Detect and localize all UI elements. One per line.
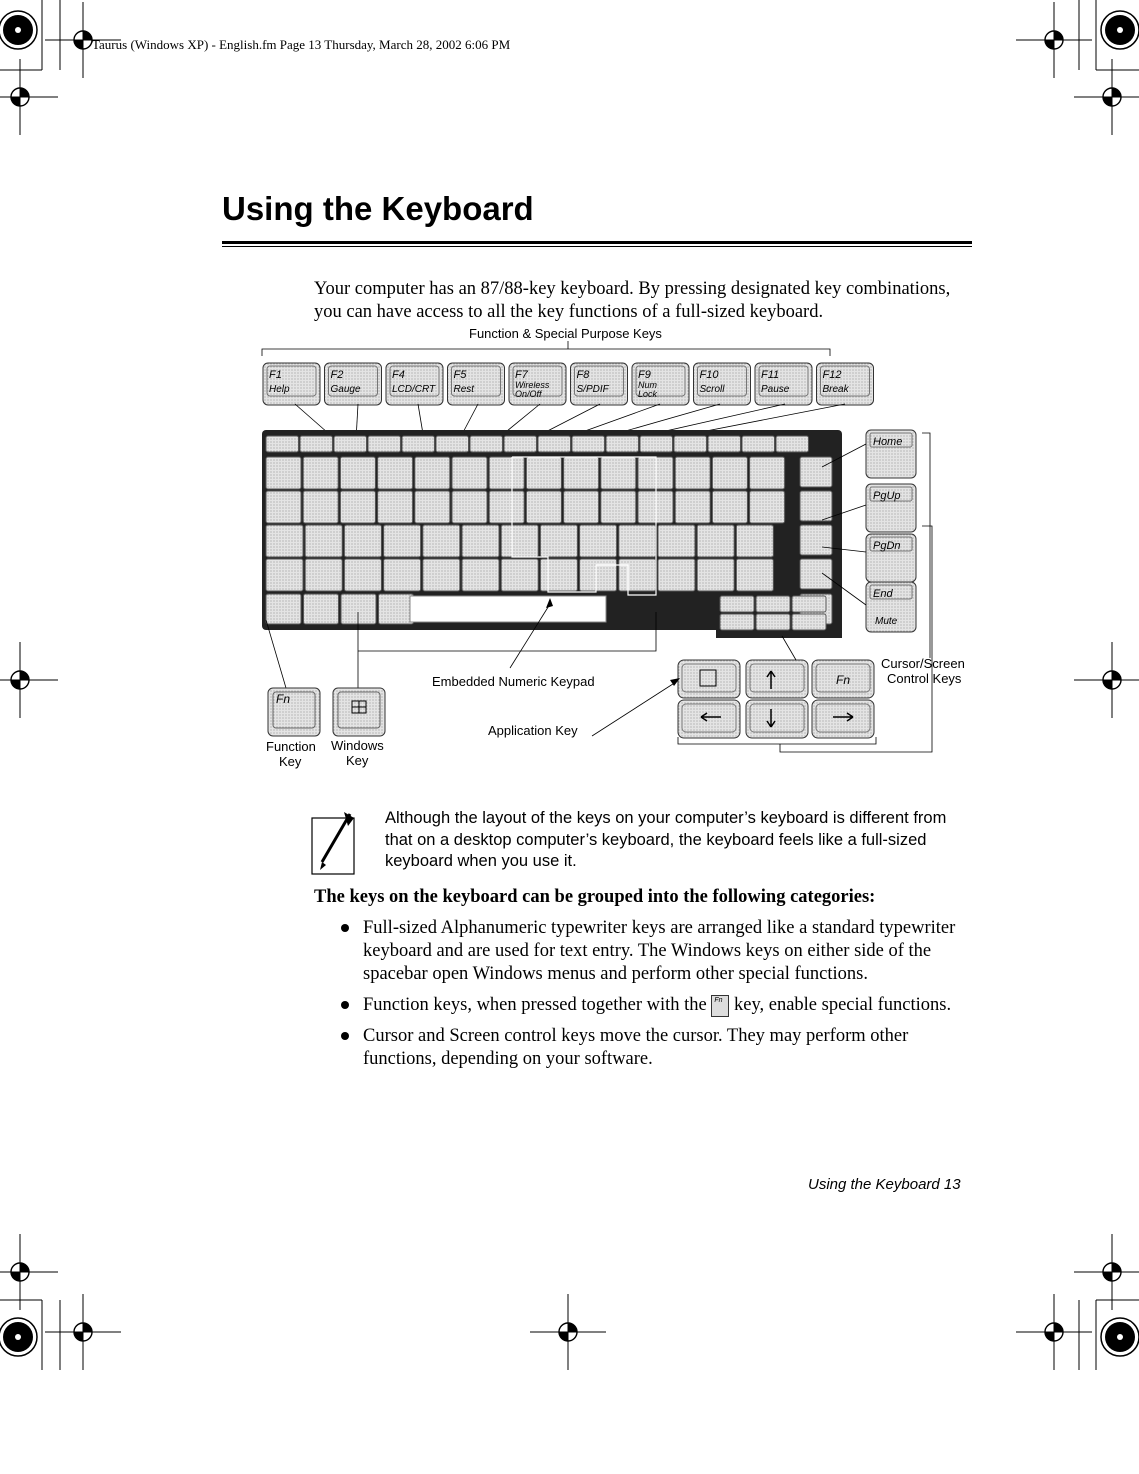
cursor-key (866, 534, 916, 582)
function-key (263, 363, 320, 405)
cursor-key-name: Mute (875, 616, 898, 627)
function-key-name: F10 (699, 369, 719, 381)
keyboard-key (720, 596, 754, 612)
function-key-name: F5 (453, 369, 467, 381)
keyboard-key (750, 457, 785, 489)
keyboard-key (708, 436, 741, 452)
keyboard-key (742, 436, 775, 452)
keyboard-key (266, 491, 301, 523)
keyboard-key (756, 596, 790, 612)
keyboard-key (415, 457, 450, 489)
function-key (386, 363, 443, 405)
function-key (632, 363, 689, 405)
keyboard-key (776, 436, 809, 452)
keyboard-key (379, 594, 414, 624)
function-key-sub: Num (638, 380, 658, 390)
windows-key-enlarged (333, 688, 385, 736)
keyboard-key (344, 559, 381, 591)
keyboard-key (675, 457, 710, 489)
keyboard-key (423, 559, 460, 591)
function-key-name: F9 (638, 369, 651, 381)
keyboard-key (341, 594, 376, 624)
keyboard-key (303, 457, 338, 489)
function-keys-row (263, 363, 874, 405)
keyboard-key (540, 559, 577, 591)
keyboard-key (800, 491, 832, 521)
keyboard-key (266, 436, 299, 452)
function-key-sub: Rest (453, 384, 475, 395)
cursor-label-line2: Control Keys (887, 671, 962, 686)
keyboard-key (266, 525, 303, 557)
keyboard-key (564, 457, 599, 489)
note-paragraph: Although the layout of the keys on your computer’s keyboard is different from that on a desktop computer’s keyboard, the keyboard feels like a full-sized keyboard when you use it. (385, 809, 947, 870)
function-key (755, 363, 812, 405)
function-key-sub: Scroll (699, 384, 725, 395)
function-key-name: F4 (392, 369, 405, 381)
keyboard-key (340, 491, 375, 523)
keyboard-key (750, 491, 785, 523)
windows-key-label-1: Windows (331, 738, 384, 753)
function-key (571, 363, 628, 405)
keyboard-key (580, 559, 617, 591)
keyboard-key (792, 614, 826, 630)
keyboard-key (266, 457, 301, 489)
cursor-key-name: PgUp (873, 490, 901, 502)
function-key (448, 363, 505, 405)
note-pen-icon (310, 810, 360, 878)
keyboard-key (402, 436, 435, 452)
keyboard-key (378, 457, 413, 489)
keyboard-key (697, 559, 734, 591)
keyboard-key (675, 491, 710, 523)
keyboard-key (712, 491, 747, 523)
keyboard-key (415, 491, 450, 523)
keyboard-key (538, 436, 571, 452)
keyboard-key (619, 559, 656, 591)
keyboard-key (266, 594, 301, 624)
function-key-name: F11 (761, 369, 780, 381)
keyboard-key (340, 457, 375, 489)
cursor-key (866, 484, 916, 532)
keyboard-key (501, 559, 538, 591)
bullet-text: Function keys, when pressed together with the (363, 995, 707, 1015)
function-key-sub: Break (822, 384, 849, 395)
keyboard-key (720, 614, 754, 630)
function-key-sub: S/PDIF (576, 384, 609, 395)
keyboard-key (658, 559, 695, 591)
keyboard-key (526, 457, 561, 489)
keyboard-key (462, 559, 499, 591)
keyboard-key (564, 491, 599, 523)
cursor-key-name: End (873, 588, 893, 600)
list-item (338, 994, 978, 1017)
keyboard-key (436, 436, 469, 452)
keyboard-key (470, 436, 503, 452)
intro-paragraph: Your computer has an 87/88-key keyboard. By pressing designated key combinations, you can have access to all the key functions of a full-sized keyboard. (314, 279, 951, 322)
application-key-label: Application Key (488, 723, 578, 738)
keyboard-key (601, 491, 636, 523)
function-key-label-1: Function (266, 739, 316, 754)
keyboard-key (736, 559, 773, 591)
cursor-key (866, 430, 916, 478)
function-key-sub: Pause (761, 384, 790, 395)
function-key-name: F7 (515, 369, 528, 381)
keyboard-key (756, 614, 790, 630)
svg-text:Fn: Fn (276, 692, 291, 706)
windows-key-label-2: Key (346, 753, 369, 768)
function-key (817, 363, 874, 405)
keyboard-key (674, 436, 707, 452)
function-key-sub: Help (269, 384, 290, 395)
bullet-icon (341, 1032, 349, 1040)
keyboard-key (303, 491, 338, 523)
keyboard-key (368, 436, 401, 452)
list-item (338, 1025, 978, 1071)
fn-key-enlarged (268, 688, 320, 736)
function-key-name: F1 (269, 369, 282, 381)
cursor-keys (866, 430, 916, 632)
keyboard-key (462, 525, 499, 557)
page-title: Using the Keyboard (222, 190, 534, 227)
categories-heading: The keys on the keyboard can be grouped into the following categories: (314, 887, 876, 907)
bullet-text: Cursor and Screen control keys move the cursor. They may perform other functions, depending on your software. (363, 1026, 909, 1069)
function-keys-label: Function & Special Purpose Keys (469, 326, 662, 341)
function-key (694, 363, 751, 405)
keyboard-key (378, 491, 413, 523)
cursor-key-name: Home (873, 436, 903, 448)
arrow-cluster (678, 660, 874, 738)
list-item (338, 917, 978, 986)
function-key-name: F8 (576, 369, 590, 381)
keyboard-key (697, 525, 734, 557)
bullet-icon (341, 924, 349, 932)
keyboard-key (504, 436, 537, 452)
function-key-sub: LCD/CRT (392, 384, 436, 395)
bullet-icon (341, 1001, 349, 1009)
keyboard-key (384, 525, 421, 557)
keyboard-key (736, 525, 773, 557)
keyboard-key (452, 491, 487, 523)
keyboard-key (792, 596, 826, 612)
keyboard-key (580, 525, 617, 557)
keyboard-key (489, 457, 524, 489)
keyboard-key (800, 525, 832, 555)
function-key-sub: Gauge (330, 384, 361, 395)
function-key (325, 363, 382, 405)
keyboard-key (423, 525, 460, 557)
keyboard-key (266, 559, 303, 591)
embedded-keypad-label: Embedded Numeric Keypad (432, 674, 595, 689)
function-key (509, 363, 566, 405)
keyboard-key (304, 594, 339, 624)
fn-key-icon: Fn (711, 995, 729, 1017)
keyboard-key (601, 457, 636, 489)
keyboard-key (619, 525, 656, 557)
function-key-sub: Lock (638, 389, 658, 399)
keyboard-key (344, 525, 381, 557)
page-footer: Using the Keyboard 13 (808, 1176, 961, 1193)
function-key-label-2: Key (279, 754, 302, 769)
keyboard-key (384, 559, 421, 591)
category-list (338, 917, 978, 1079)
function-key-name: F2 (330, 369, 344, 381)
function-key-name: F12 (822, 369, 842, 381)
keyboard-key (712, 457, 747, 489)
keyboard-key (640, 436, 673, 452)
keyboard-key (800, 457, 832, 487)
cursor-key-name: PgDn (873, 540, 901, 552)
print-header: Taurus (Windows XP) - English.fm Page 13 Thursday, March 28, 2002 6:06 PM (92, 37, 511, 52)
keyboard-key (501, 525, 538, 557)
bullet-text: key, enable special functions. (733, 995, 952, 1015)
keyboard-key (305, 525, 342, 557)
keyboard-key (658, 525, 695, 557)
keyboard-key (305, 559, 342, 591)
keyboard-key (606, 436, 639, 452)
keyboard-key (540, 525, 577, 557)
keyboard-key (300, 436, 333, 452)
function-key-sub: On/Off (515, 389, 542, 399)
cursor-label-line1: Cursor/Screen (881, 656, 965, 671)
keyboard-key (526, 491, 561, 523)
keyboard-key (800, 559, 832, 589)
keyboard-key (334, 436, 367, 452)
fn-label: Fn (836, 673, 851, 687)
keyboard-key (572, 436, 605, 452)
keyboard-key (489, 491, 524, 523)
keyboard-key (452, 457, 487, 489)
function-key-sub: Wireless (515, 380, 550, 390)
bullet-text: Full-sized Alphanumeric typewriter keys are arranged like a standard typewriter keyboard and are used for text entry. The Windows keys on either side of the spacebar open Windows menus and perform other special functions. (363, 918, 956, 984)
